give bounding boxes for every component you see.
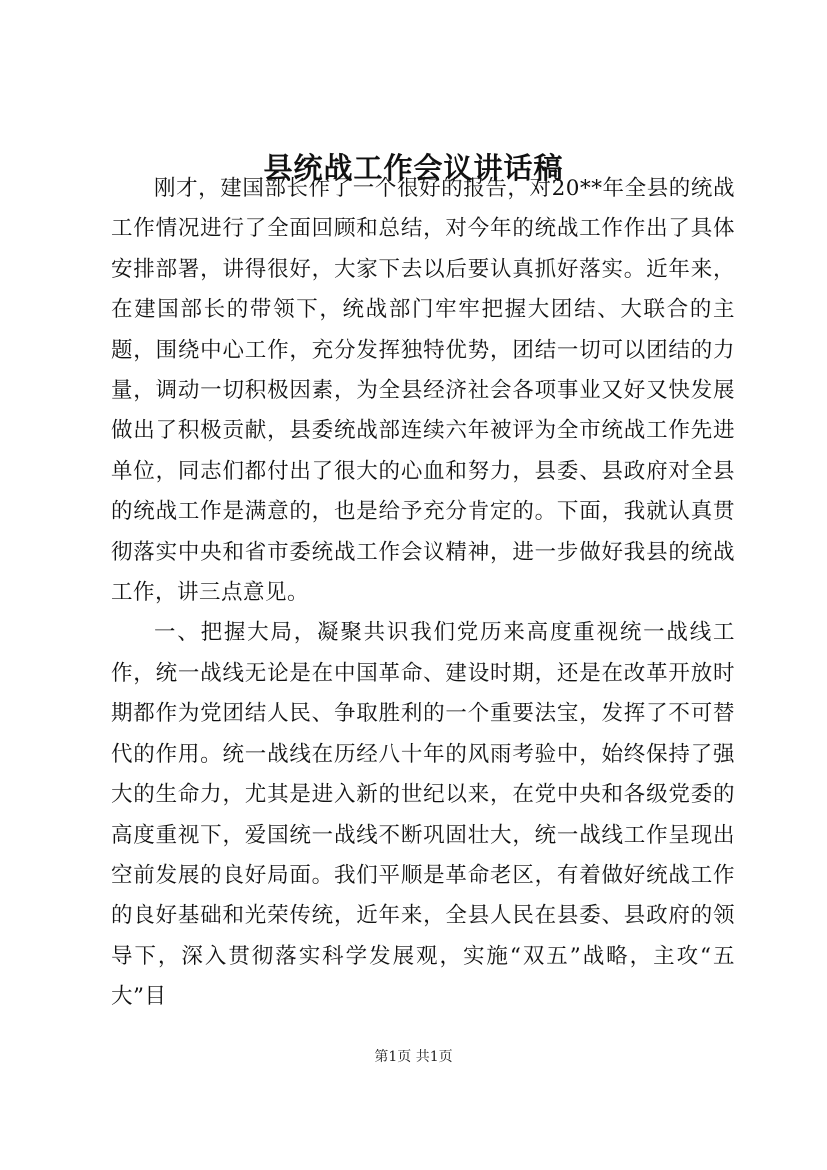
document-body [111, 169, 735, 1018]
page-title: 县统战工作会议讲话稿 [263, 151, 564, 185]
page-footer: 第1页 共1页 [374, 1049, 453, 1065]
paragraph-section-one: 一、把握大局，凝聚共识我们党历来高度重视统一战线工作，统一战线无论是在中国革命、建设时期，还是在改革开放时期都作为党团结人民、争取胜利的一个重要法宝，发挥了不可替代的作用。统一战线在历经八十年的风雨考验中，始终保持了强大的生命力，尤其是进入新的世纪以来，在党中央和各级党委的高度重视下，爱国统一战线不断巩固壮大，统一战线工作呈现出空前发展的良好局面。我们平顺是革命老区，有着做好统战工作的良好基础和光荣传统，近年来，全县人民在县委、县政府的领导下，深入贯彻落实科学发展观，实施“双五”战略，主攻“五大”目 [111, 620, 735, 1010]
paragraph-opening: 刚才，建国部长作了一个很好的报告，对20**年全县的统战工作情况进行了全面回顾和总结，对今年的统战工作作出了具体安排部署，讲得很好，大家下去以后要认真抓好落实。近年来，在建国部长的带领下，统战部门牢牢把握大团结、大联合的主题，围绕中心工作，充分发挥独特优势，团结一切可以团结的力量，调动一切积极因素，为全县经济社会各项事业又好又快发展做出了积极贡献，县委统战部连续六年被评为全市统战工作先进单位，同志们都付出了很大的心血和努力，县委、县政府对全县的统战工作是满意的，也是给予充分肯定的。下面，我就认真贯彻落实中央和省市委统战工作会议精神，进一步做好我县的统战工作，讲三点意见。 [111, 176, 735, 606]
